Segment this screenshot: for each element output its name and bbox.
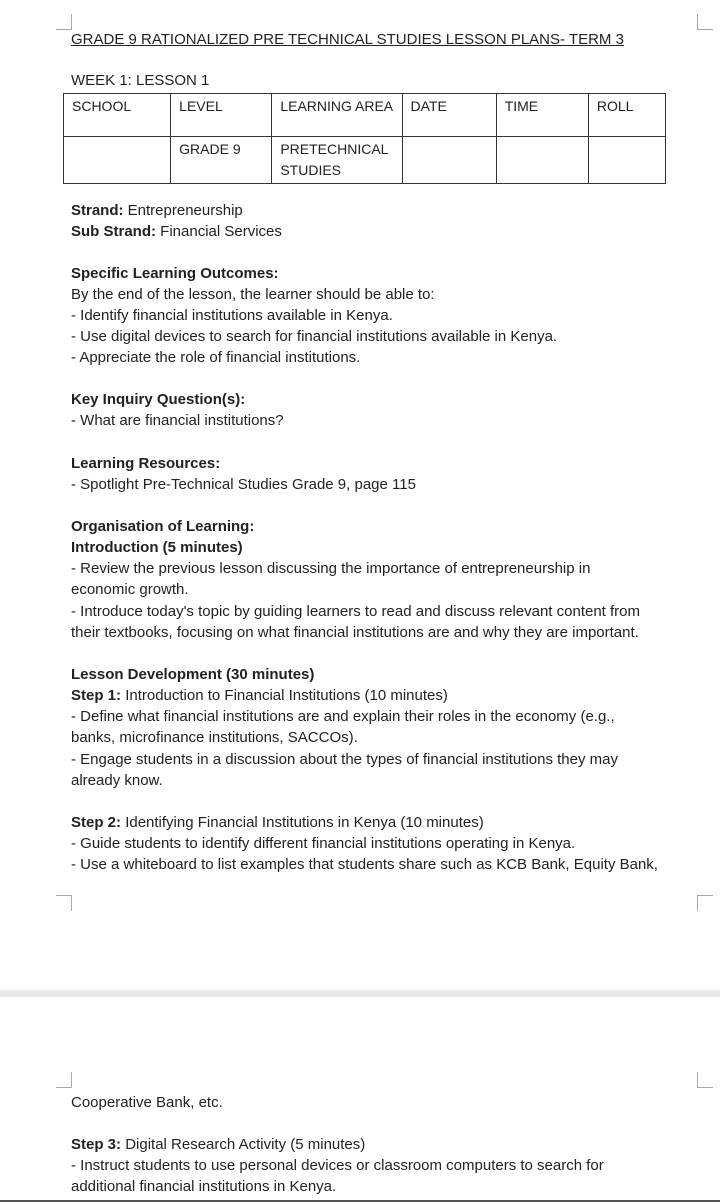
step3-title: Digital Research Activity (5 minutes) bbox=[125, 1136, 366, 1153]
step1-line: - Define what financial institutions are and explain their roles in the economy (e.g., bbox=[71, 708, 615, 725]
header-level: LEVEL bbox=[171, 94, 272, 137]
step1-title: Introduction to Financial Institutions (10 minutes) bbox=[125, 687, 448, 704]
strand-label: Strand: bbox=[71, 202, 124, 219]
step1-label: Step 1: bbox=[71, 687, 122, 704]
step1-line: already know. bbox=[71, 772, 163, 789]
step1-heading bbox=[71, 685, 448, 706]
development-heading: Lesson Development (30 minutes) bbox=[71, 666, 315, 683]
lesson-info-table bbox=[63, 93, 666, 184]
header-time: TIME bbox=[496, 94, 588, 137]
header-school: SCHOOL bbox=[64, 94, 171, 137]
outcomes-intro: By the end of the lesson, the learner should be able to: bbox=[71, 286, 435, 303]
cell-date bbox=[402, 137, 496, 184]
document-page-2 bbox=[0, 997, 720, 1202]
header-learning-area: LEARNING AREA bbox=[272, 94, 402, 137]
sub-strand-value: Financial Services bbox=[160, 223, 282, 240]
outcome-item: - Use digital devices to search for financial institutions available in Kenya. bbox=[71, 328, 558, 345]
inquiry-heading: Key Inquiry Question(s): bbox=[71, 391, 246, 408]
strand-line bbox=[71, 200, 243, 221]
introduction-line: economic growth. bbox=[71, 581, 189, 598]
step1-line: banks, microfinance institutions, SACCOs). bbox=[71, 729, 358, 746]
strand-value: Entrepreneurship bbox=[127, 202, 243, 219]
header-date: DATE bbox=[402, 94, 496, 137]
header-roll: ROLL bbox=[588, 94, 665, 137]
introduction-heading: Introduction (5 minutes) bbox=[71, 539, 243, 556]
introduction-line: - Review the previous lesson discussing the importance of entrepreneurship in bbox=[71, 560, 591, 577]
cell-roll bbox=[588, 137, 665, 184]
step1-line: - Engage students in a discussion about the types of financial institutions they may bbox=[71, 751, 618, 768]
outcome-item: - Identify financial institutions available in Kenya. bbox=[71, 307, 393, 324]
outcomes-heading: Specific Learning Outcomes: bbox=[71, 265, 279, 282]
organisation-heading: Organisation of Learning: bbox=[71, 518, 255, 535]
table-row bbox=[64, 137, 666, 184]
introduction-line: - Introduce today's topic by guiding learners to read and discuss relevant content from bbox=[71, 603, 641, 620]
resource-item: - Spotlight Pre-Technical Studies Grade 9, page 115 bbox=[71, 476, 416, 493]
table-header-row bbox=[64, 94, 666, 137]
cell-time bbox=[496, 137, 588, 184]
step2-line: - Use a whiteboard to list examples that students share such as KCB Bank, Equity Bank, bbox=[71, 856, 658, 873]
step3-line: - Instruct students to use personal devices or classroom computers to search for bbox=[71, 1157, 604, 1174]
document-title: GRADE 9 RATIONALIZED PRE TECHNICAL STUDIES LESSON PLANS- TERM 3 bbox=[71, 31, 624, 48]
page-separator bbox=[0, 990, 720, 997]
crop-mark-bottom-right bbox=[697, 895, 713, 911]
introduction-line: their textbooks, focusing on what financial institutions are and why they are important. bbox=[71, 624, 639, 641]
crop-mark-bottom-left bbox=[56, 895, 72, 911]
step2-continuation: Cooperative Bank, etc. bbox=[71, 1094, 223, 1111]
cell-school bbox=[64, 137, 171, 184]
crop-mark-top-right bbox=[697, 1072, 713, 1088]
week-lesson-heading: WEEK 1: LESSON 1 bbox=[71, 72, 210, 89]
crop-mark-top-right bbox=[697, 14, 713, 30]
step2-title: Identifying Financial Institutions in Kenya (10 minutes) bbox=[125, 814, 484, 831]
sub-strand-line bbox=[71, 221, 282, 242]
cell-learning-area: PRETECHNICAL STUDIES bbox=[272, 137, 402, 184]
outcome-item: - Appreciate the role of financial institutions. bbox=[71, 349, 361, 366]
step2-line: - Guide students to identify different financial institutions operating in Kenya. bbox=[71, 835, 576, 852]
step3-heading bbox=[71, 1134, 365, 1155]
inquiry-item: - What are financial institutions? bbox=[71, 412, 284, 429]
crop-mark-top-left bbox=[56, 14, 72, 30]
step3-line: additional financial institutions in Kenya. bbox=[71, 1178, 337, 1195]
cell-level: GRADE 9 bbox=[171, 137, 272, 184]
step2-heading bbox=[71, 812, 484, 833]
step3-label: Step 3: bbox=[71, 1136, 122, 1153]
step2-label: Step 2: bbox=[71, 814, 122, 831]
resources-heading: Learning Resources: bbox=[71, 455, 221, 472]
sub-strand-label: Sub Strand: bbox=[71, 223, 156, 240]
crop-mark-top-left bbox=[56, 1072, 72, 1088]
